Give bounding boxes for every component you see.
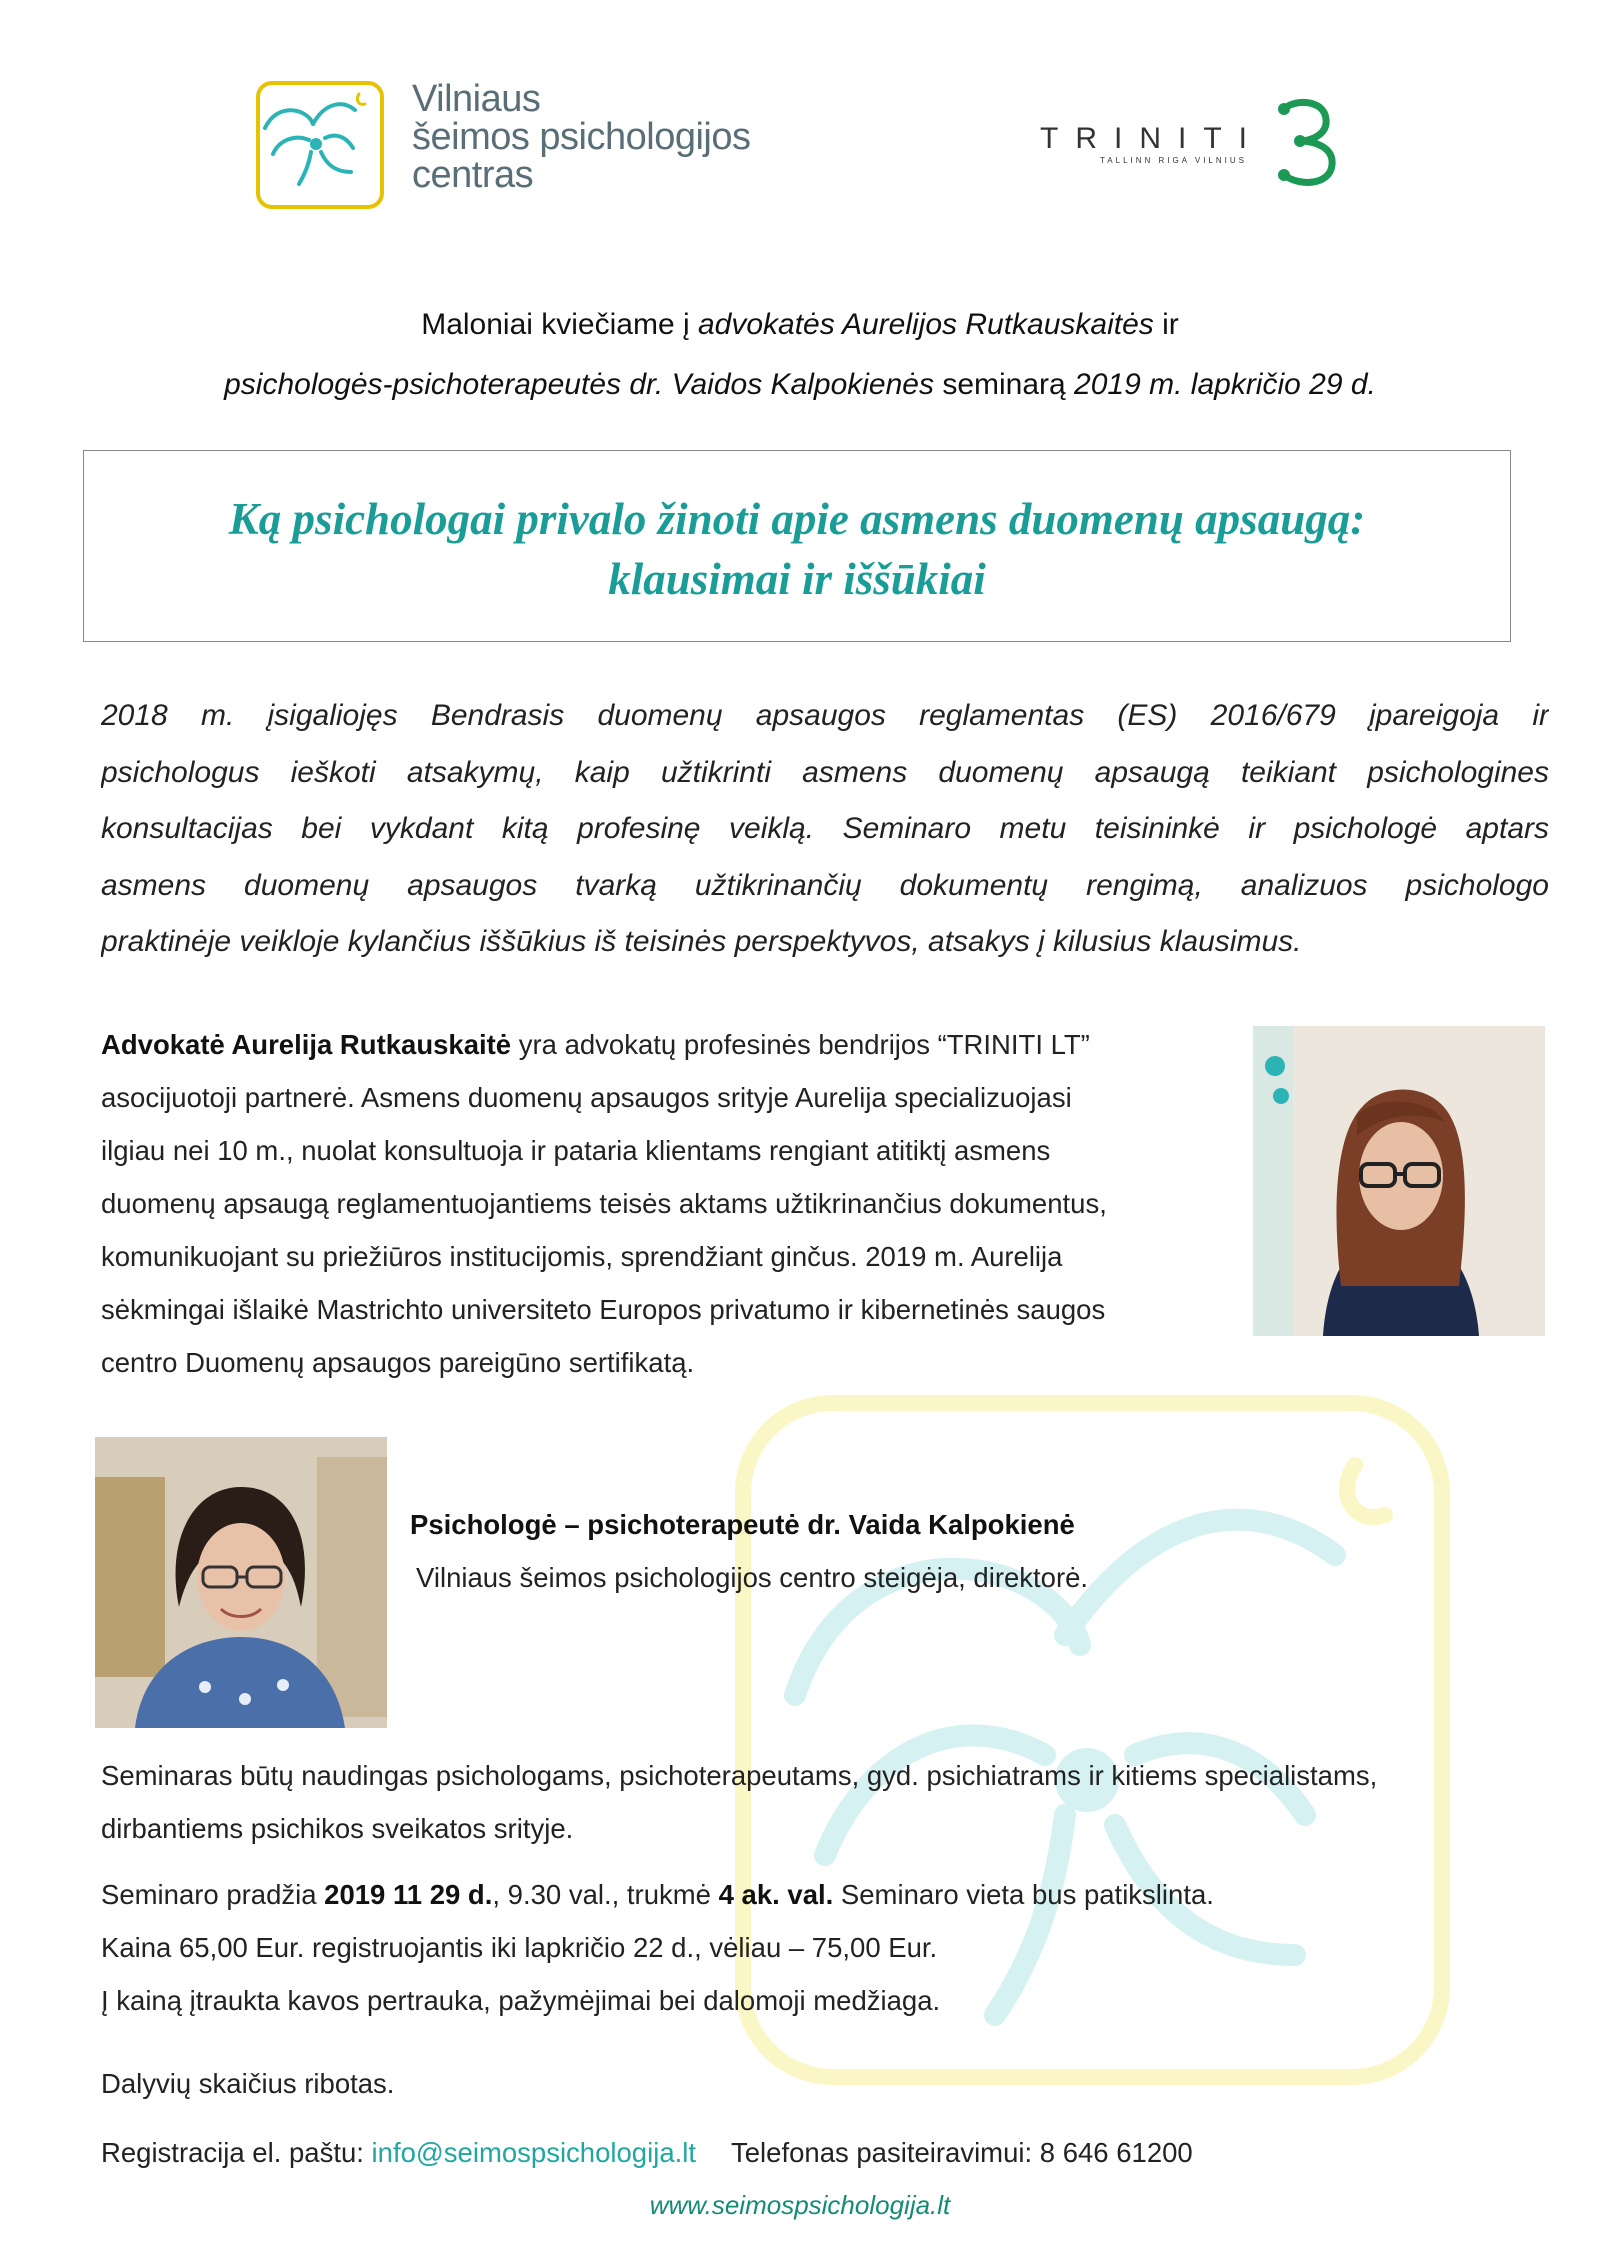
- audience-line-2: dirbantiems psichikos sveikatos srityje.: [101, 1813, 574, 1844]
- vspc-logo-line-3: centras: [412, 154, 534, 196]
- seminar-date: 2019 m. lapkričio 29 d.: [1074, 368, 1376, 401]
- seminar-start-line: [101, 1868, 1214, 1921]
- limited-seats-line: Dalyvių skaičius ribotas.: [101, 2068, 395, 2099]
- audience-line-1: Seminaras būtų naudingas psichologams, psichoterapeutams, gyd. psichiatrams ir kitiems specialistams,: [101, 1760, 1378, 1791]
- invitation-text: Maloniai kviečiame į: [421, 308, 698, 341]
- lawyer-name: Advokatė Aurelija Rutkauskaitė: [101, 1029, 512, 1060]
- lawyer-bio-line: duomenų apsaugą reglamentuojantiems teisės aktams užtikrinančius dokumentus,: [101, 1188, 1107, 1219]
- lawyer-bio: [101, 1018, 1231, 1389]
- triniti-three-icon: [1270, 95, 1345, 190]
- intro-line: psichologus ieškoti atsakymų, kaip užtikrinti asmens duomenų apsaugą teikiant psichologines: [101, 755, 1549, 789]
- seminar-start-label: Seminaro pradžia: [101, 1879, 325, 1910]
- psychologist-role: Vilniaus šeimos psichologijos centro steigėja, direktorė.: [416, 1562, 1089, 1593]
- vspc-logo-text: [412, 80, 751, 194]
- registration-label: Registracija el. paštu:: [101, 2137, 372, 2168]
- phone-info: Telefonas pasiteiravimui: 8 646 61200: [731, 2137, 1193, 2168]
- lawyer-bio-line: asocijuotoji partnerė. Asmens duomenų apsaugos srityje Aurelija specializuojasi: [101, 1082, 1072, 1113]
- lawyer-photo: [1253, 1026, 1545, 1336]
- psychologist-invitation-name: psichologės-psichoterapeutės dr. Vaidos Kalpokienės: [224, 368, 934, 401]
- intro-paragraph: [101, 688, 1549, 971]
- invitation-text: seminarą: [933, 368, 1075, 401]
- price-line: Kaina 65,00 Eur. registruojantis iki lapkričio 22 d., vėliau – 75,00 Eur.: [101, 1932, 938, 1963]
- invitation-line-1: [0, 305, 1600, 345]
- seminar-title-line-2: klausimai ir iššūkiai: [608, 554, 986, 604]
- registration-email-link[interactable]: info@seimospsichologija.lt: [371, 2137, 697, 2168]
- registration-line: [101, 2126, 1193, 2179]
- invitation-line-2: [0, 365, 1600, 405]
- intro-line: asmens duomenų apsaugos tvarką užtikrinančių dokumentų rengimą, analizuos psichologo: [101, 868, 1549, 902]
- seminar-start-time: , 9.30 val., trukmė: [492, 1879, 719, 1910]
- lawyer-bio-line: ilgiau nei 10 m., nuolat konsultuoja ir pataria klientams rengiant atitiktį asmens: [101, 1135, 1051, 1166]
- invitation-text: ir: [1153, 308, 1179, 341]
- lawyer-bio-text: yra advokatų profesinės bendrijos “TRINITI LT”: [511, 1029, 1090, 1060]
- intro-line: 2018 m. įsigaliojęs Bendrasis duomenų apsaugos reglamentas (ES) 2016/679 įpareigoja ir: [101, 699, 1549, 732]
- seminar-venue-note: Seminaro vieta bus patikslinta.: [833, 1879, 1214, 1910]
- vspc-logo-line-1: Vilniaus: [412, 78, 541, 120]
- lawyer-bio-line: [101, 1018, 1231, 1071]
- vspc-logo-line-2: šeimos psichologijos: [412, 116, 751, 158]
- lawyer-bio-line: komunikuojant su priežiūros institucijomis, sprendžiant ginčus. 2019 m. Aurelija: [101, 1241, 1063, 1272]
- triniti-logo-word: TRINITI: [1040, 122, 1264, 155]
- seminar-start-date: 2019 11 29 d.: [324, 1879, 493, 1910]
- psychologist-name: Psichologė – psichoterapeutė dr. Vaida Kalpokienė: [410, 1509, 1075, 1540]
- included-line: Į kainą įtraukta kavos pertrauka, pažymėjimai bei dalomoji medžiaga.: [101, 1985, 941, 2016]
- intro-line: praktinėje veikloje kylančius iššūkius iš teisinės perspektyvos, atsakys į kilusius klausimus.: [101, 925, 1302, 958]
- lawyer-invitation-name: advokatės Aurelijos Rutkauskaitės: [697, 308, 1154, 341]
- website-link[interactable]: www.seimospsichologija.lt: [649, 2190, 951, 2220]
- lawyer-bio-line: sėkmingai išlaikė Mastrichto universiteto Europos privatumo ir kibernetinės saugos: [101, 1294, 1106, 1325]
- seminar-title-box: [83, 450, 1511, 642]
- lawyer-bio-line: centro Duomenų apsaugos pareigūno sertifikatą.: [101, 1347, 695, 1378]
- seminar-title-line-1: Ką psichologai privalo žinoti apie asmens duomenų apsaugą:: [228, 494, 1366, 544]
- intro-line: konsultacijas bei vykdant kitą profesinę veiklą. Seminaro metu teisininkė ir psichologė aptars: [101, 812, 1549, 845]
- seminar-duration: 4 ak. val.: [718, 1879, 834, 1910]
- lawyer-portrait-image: [1253, 1026, 1545, 1336]
- psychologist-photo: [95, 1437, 387, 1728]
- vspc-logo-icon: [255, 80, 385, 210]
- psychologist-portrait-image: [95, 1437, 387, 1728]
- triniti-logo-cities: TALLINN RIGA VILNIUS: [1100, 156, 1247, 165]
